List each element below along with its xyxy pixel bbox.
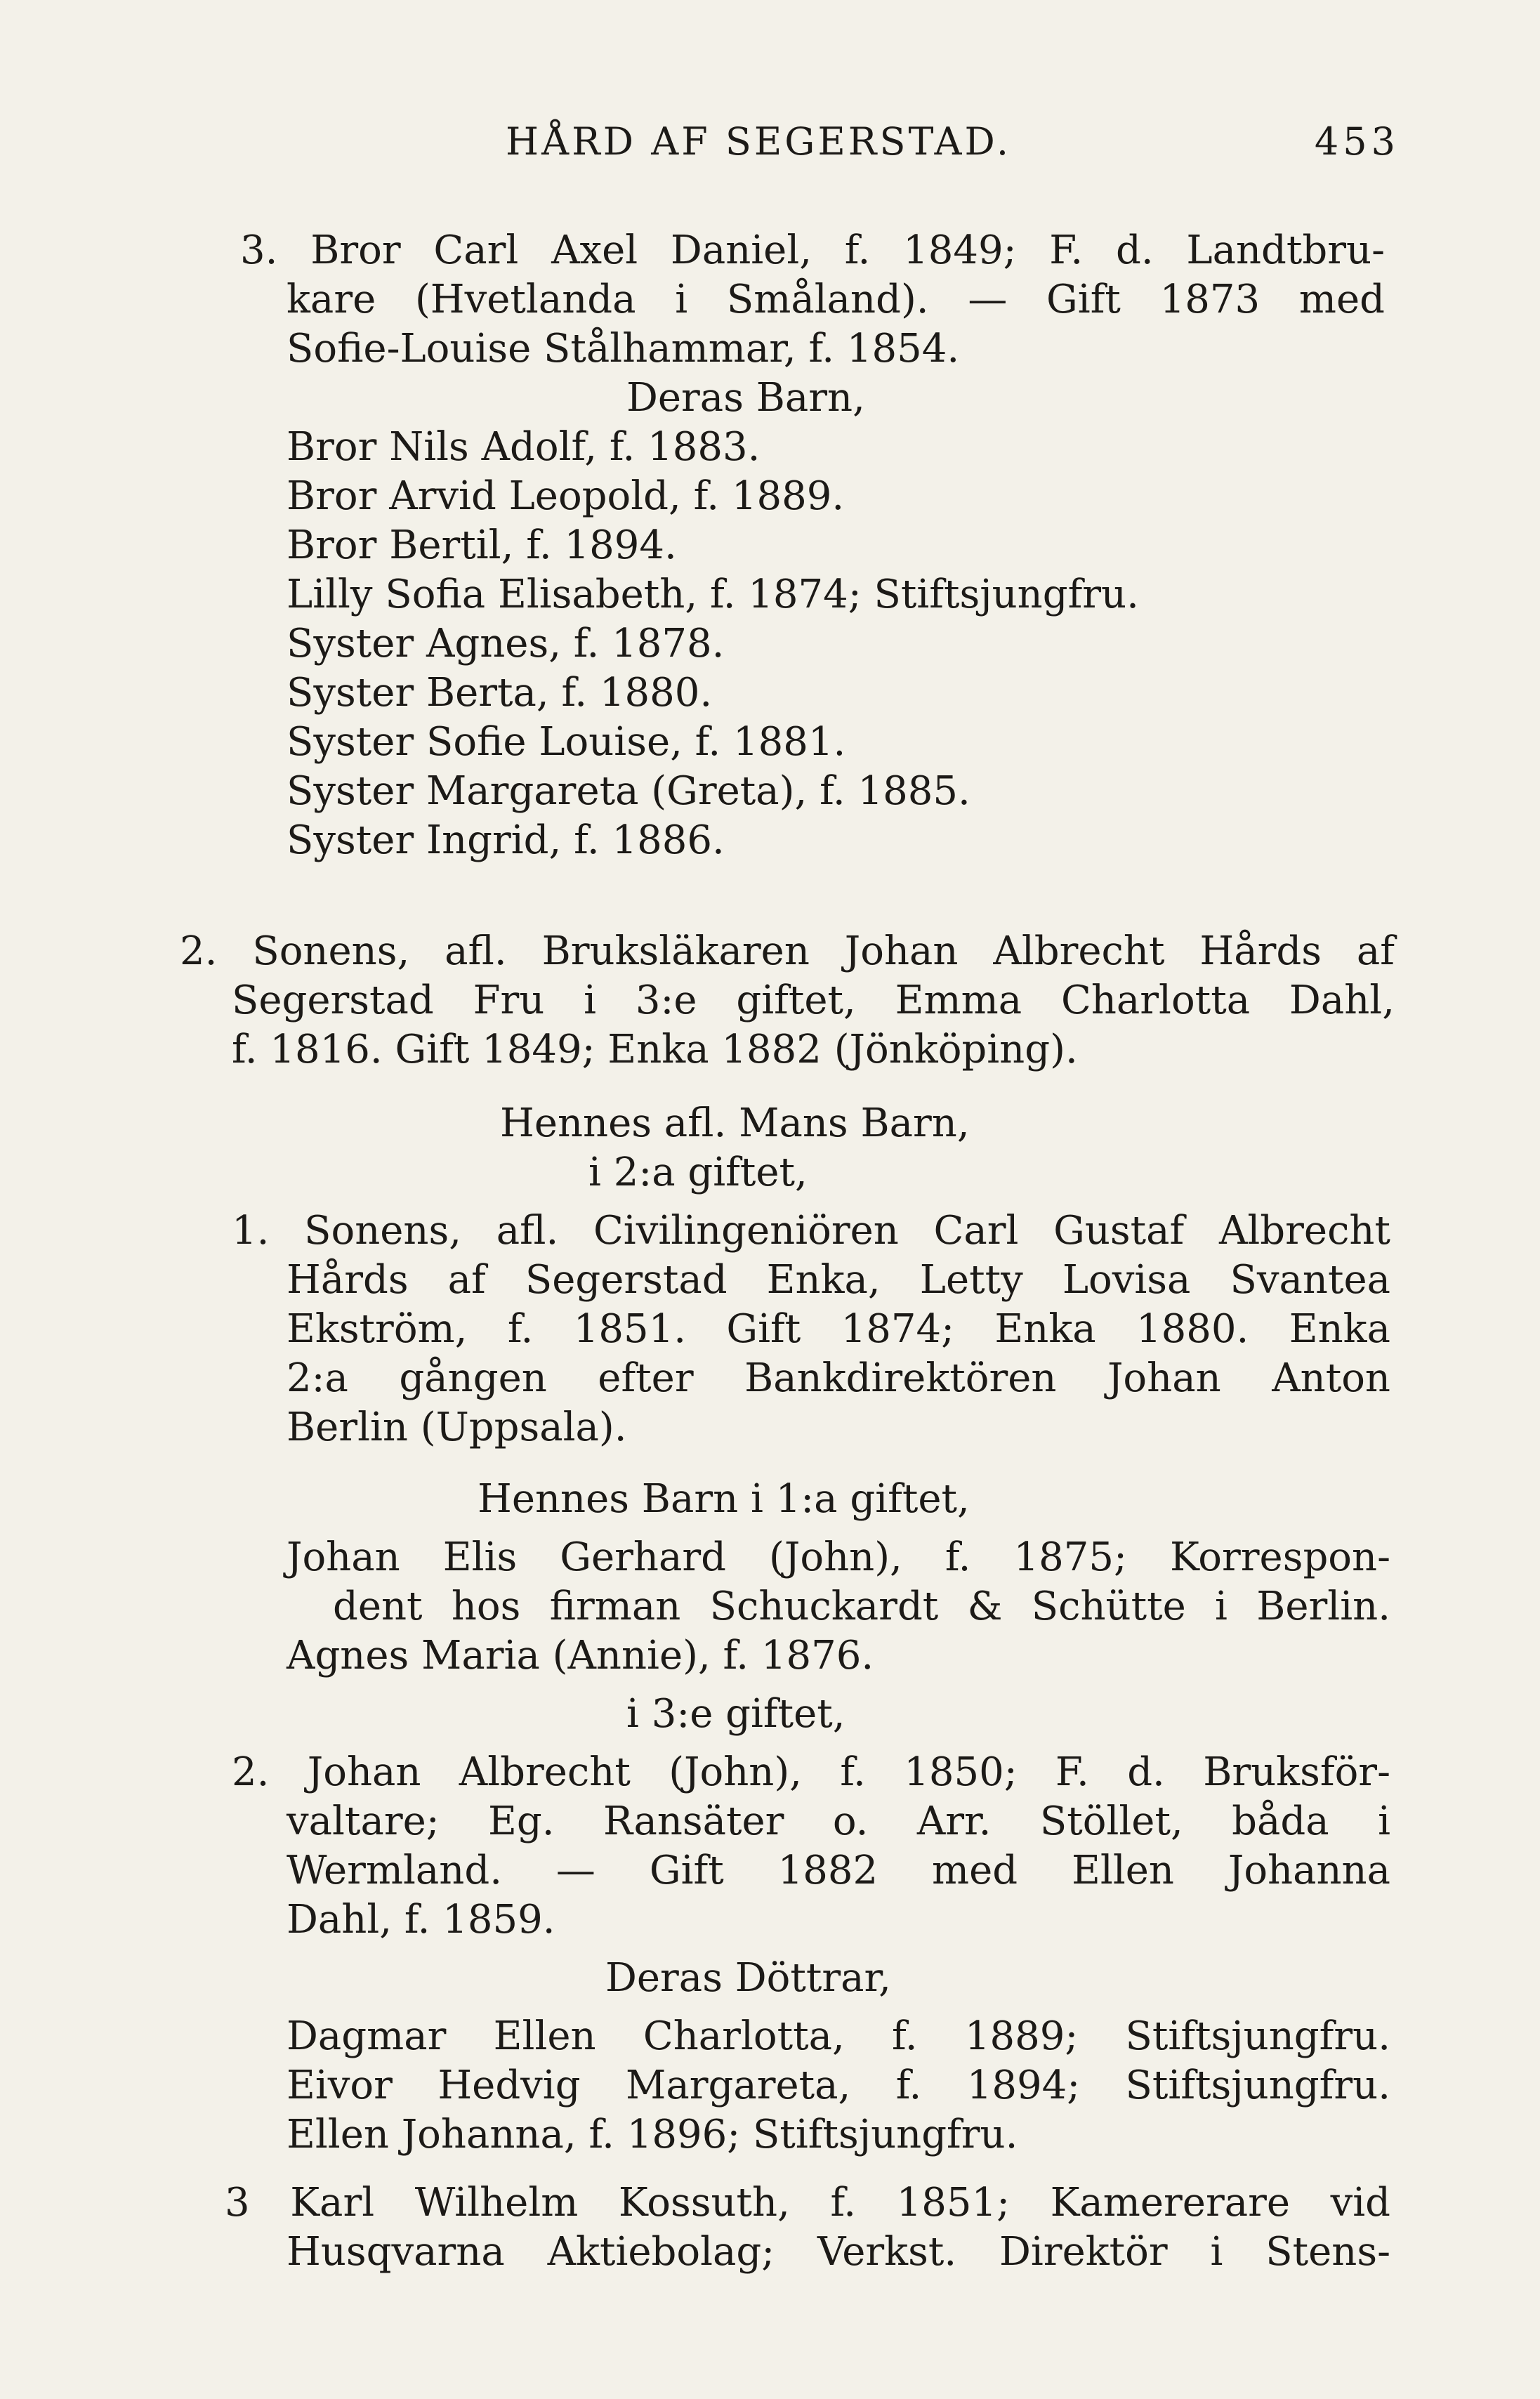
text-line: 2:a gången efter Bankdirektören Johan Anton	[287, 1355, 1390, 1401]
page-number: 453	[1314, 119, 1400, 164]
text-line: f. 1816. Gift 1849; Enka 1882 (Jönköping).	[232, 1027, 1078, 1072]
text-line: Syster Ingrid, f. 1886.	[287, 817, 725, 863]
text-line: Husqvarna Aktiebolag; Verkst. Direktör i Stens-	[287, 2229, 1390, 2275]
text-line: Wermland. — Gift 1882 med Ellen Johanna	[287, 1848, 1390, 1893]
text-line: Dagmar Ellen Charlotta, f. 1889; Stiftsjungfru.	[287, 2013, 1390, 2059]
text-line: Berlin (Uppsala).	[287, 1405, 627, 1450]
text-line: Syster Berta, f. 1880.	[287, 670, 713, 716]
section-heading: Hennes Barn i 1:a giftet,	[478, 1476, 970, 1522]
text-line: Syster Agnes, f. 1878.	[287, 621, 725, 666]
text-line: 2. Johan Albrecht (John), f. 1850; F. d. Bruksför-	[232, 1749, 1390, 1795]
text-line: valtare; Eg. Ransäter o. Arr. Stöllet, båda i	[287, 1799, 1390, 1844]
text-line: Eivor Hedvig Margareta, f. 1894; Stiftsjungfru.	[287, 2063, 1390, 2108]
text-line: 3 Karl Wilhelm Kossuth, f. 1851; Kamererare vid	[225, 2180, 1390, 2226]
text-line: Segerstad Fru i 3:e giftet, Emma Charlotta Dahl,	[232, 978, 1395, 1023]
text-line: Hårds af Segerstad Enka, Letty Lovisa Svantea	[287, 1257, 1390, 1303]
text-line: Sofie-Louise Stålhammar, f. 1854.	[287, 326, 960, 372]
text-line: Ellen Johanna, f. 1896; Stiftsjungfru.	[287, 2112, 1018, 2157]
section-heading: i 2:a giftet,	[588, 1150, 808, 1195]
section-heading: Deras Barn,	[626, 375, 865, 421]
text-line: Johan Elis Gerhard (John), f. 1875; Korrespon-	[287, 1534, 1390, 1580]
text-line: Lilly Sofia Elisabeth, f. 1874; Stiftsjungfru.	[287, 572, 1139, 617]
section-heading: Hennes afl. Mans Barn,	[500, 1100, 970, 1146]
text-line: 2. Sonens, afl. Bruksläkaren Johan Albrecht Hårds af	[180, 928, 1395, 974]
section-heading: i 3:e giftet,	[626, 1691, 845, 1737]
text-line: dent hos firman Schuckardt & Schütte i Berlin.	[333, 1584, 1390, 1629]
page-title: HÅRD AF SEGERSTAD.	[506, 119, 1012, 164]
text-line: 1. Sonens, afl. Civilingeniören Carl Gustaf Albrecht	[232, 1208, 1390, 1254]
text-line: Syster Margareta (Greta), f. 1885.	[287, 768, 970, 814]
text-line: Ekström, f. 1851. Gift 1874; Enka 1880. Enka	[287, 1306, 1390, 1352]
text-line: Bror Bertil, f. 1894.	[287, 522, 677, 568]
text-line: kare (Hvetlanda i Småland). — Gift 1873 med	[287, 277, 1385, 322]
running-header	[239, 105, 1400, 162]
text-line: Dahl, f. 1859.	[287, 1897, 555, 1943]
section-heading: Deras Döttrar,	[605, 1955, 891, 2001]
text-line: Bror Nils Adolf, f. 1883.	[287, 424, 761, 470]
text-line: Bror Arvid Leopold, f. 1889.	[287, 473, 845, 519]
text-line: Agnes Maria (Annie), f. 1876.	[287, 1633, 874, 1678]
text-line: 3. Bror Carl Axel Daniel, f. 1849; F. d. Landtbru-	[240, 228, 1385, 273]
text-line: Syster Sofie Louise, f. 1881.	[287, 719, 846, 765]
